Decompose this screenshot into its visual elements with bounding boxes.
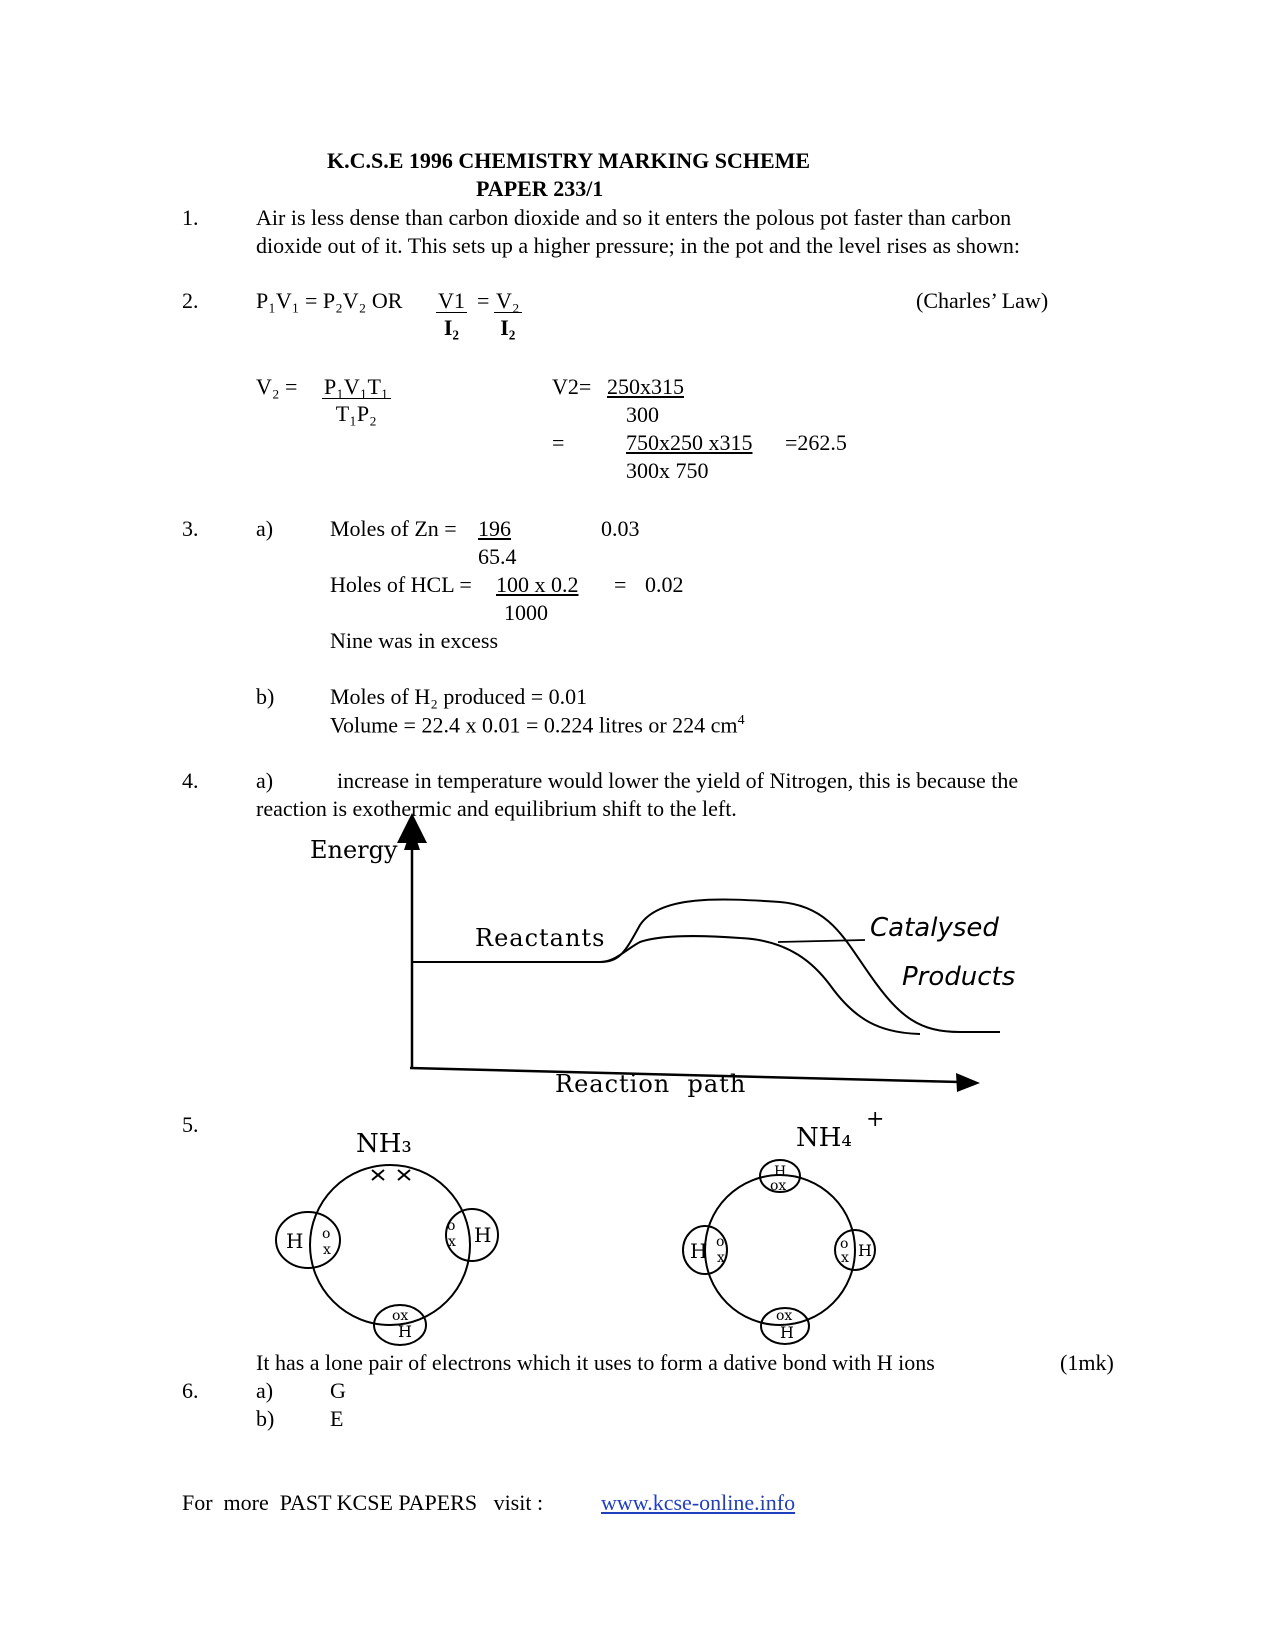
q1-line-2: dioxide out of it. This sets up a higher pressure; in the pot and the level rises as shown: xyxy=(256,233,1020,258)
nh3-electron-right: o xyxy=(447,1218,456,1234)
nh3-electron-right-x: x xyxy=(448,1234,456,1250)
nh3-h-right: H xyxy=(474,1223,492,1247)
nh4-h-bottom: H xyxy=(780,1323,794,1342)
q3-excess: Nine was in excess xyxy=(330,628,499,653)
reaction-path-label: Reaction path xyxy=(555,1070,747,1098)
q3-zn-label: Moles of Zn = xyxy=(330,516,457,541)
q4-line-1: increase in temperature would lower the yield of Nitrogen, this is because the xyxy=(337,768,1019,793)
nh4-electron-left-x: x xyxy=(717,1250,725,1266)
q2-calc2-num: 750x250 x315 xyxy=(626,430,753,455)
nh4-h-top: H xyxy=(774,1164,787,1180)
footer-link[interactable]: www.kcse-online.info xyxy=(601,1490,796,1515)
q2-fraction-1-den: I₂ xyxy=(443,315,460,340)
q2-fraction-2-num: V₂ xyxy=(496,288,520,313)
nh3-label: NH₃ xyxy=(356,1129,412,1159)
q3-number: 3. xyxy=(182,516,199,541)
q2-calc2-result: =262.5 xyxy=(785,430,847,455)
q3-zn-den: 65.4 xyxy=(478,544,517,569)
q3-volume-sup: 4 xyxy=(737,713,745,728)
nh3-h-bottom: H xyxy=(398,1322,412,1341)
q3-hcl-equals: = xyxy=(614,572,627,597)
q3-hcl-num: 100 x 0.2 xyxy=(496,572,579,597)
q4-a-label: a) xyxy=(256,768,274,793)
nh4-h-left: H xyxy=(690,1239,708,1263)
q5-marks: (1mk) xyxy=(1060,1350,1114,1375)
q2-fraction-2-den: I₂ xyxy=(500,315,516,340)
q4-number: 4. xyxy=(182,768,199,793)
q6-a-answer: G xyxy=(330,1378,346,1403)
nh3-electron-bottom: ox xyxy=(392,1308,409,1324)
q5-answer: It has a lone pair of electrons which it uses to form a dative bond with H ions xyxy=(256,1350,935,1375)
nh3-electron-left-x: x xyxy=(323,1242,331,1258)
catalysed-label: Catalysed xyxy=(870,913,999,943)
nh3-h-left: H xyxy=(286,1229,304,1253)
nh4-electron-bottom: ox xyxy=(776,1308,793,1324)
q2-v2-den: T₁P₂ xyxy=(335,401,377,426)
products-label: Products xyxy=(902,962,1016,992)
nh3-nitrogen-shell xyxy=(310,1165,470,1325)
q2-equation: P₁V₁ = P₂V₂ OR xyxy=(256,288,403,313)
nh4-electron-top: ox xyxy=(770,1178,787,1194)
q2-v2-num: P₁V₁T₁ xyxy=(324,374,389,399)
q3-hcl-label: Holes of HCL = xyxy=(330,572,472,597)
nh4-electron-right: o xyxy=(840,1236,849,1252)
nh4-h-right: H xyxy=(858,1241,872,1260)
nh3-electron-left: o xyxy=(322,1226,331,1242)
q1-line-1: Air is less dense than carbon dioxide and so it enters the polous pot faster than carbon xyxy=(256,205,1012,230)
q2-calc-num: 250x315 xyxy=(607,374,684,399)
q1-number: 1. xyxy=(182,205,199,230)
reactants-label: Reactants xyxy=(475,924,606,952)
q3-a-label: a) xyxy=(256,516,274,541)
q5-number: 5. xyxy=(182,1112,199,1137)
nh3-lone-pair-cross-2 xyxy=(398,1170,410,1180)
nh3-lone-pair-cross-1 xyxy=(372,1170,384,1180)
q3-h2-line: Moles of H₂ produced = 0.01 xyxy=(330,684,588,709)
footer-text: For more PAST KCSE PAPERS visit : xyxy=(182,1490,544,1515)
q2-calc-equals: = xyxy=(552,430,565,455)
q3-volume-text: Volume = 22.4 x 0.01 = 0.224 litres or 224 cm xyxy=(330,712,738,738)
q2-fraction-1-num: V1 xyxy=(438,288,465,313)
q6-number: 6. xyxy=(182,1378,199,1403)
nh4-charge: + xyxy=(866,1107,885,1132)
page-title: K.C.S.E 1996 CHEMISTRY MARKING SCHEME xyxy=(327,148,811,173)
q2-law: (Charles’ Law) xyxy=(916,288,1049,313)
q6-a-label: a) xyxy=(256,1378,274,1403)
q3-hcl-result: 0.02 xyxy=(645,572,684,597)
nh4-label: NH₄ xyxy=(796,1123,852,1153)
q2-calc-label: V2= xyxy=(552,374,592,399)
q6-b-answer: E xyxy=(330,1406,344,1431)
energy-axis-label: Energy xyxy=(310,836,398,864)
q6-b-label: b) xyxy=(256,1406,275,1431)
q2-v2-label: V₂ = xyxy=(256,374,298,399)
q3-zn-num: 196 xyxy=(478,516,511,541)
q4-line-2: reaction is exothermic and equilibrium shift to the left. xyxy=(256,796,737,821)
q2-calc2-den: 300x 750 xyxy=(626,458,709,483)
q3-zn-result: 0.03 xyxy=(601,516,640,541)
q3-b-label: b) xyxy=(256,684,275,709)
q2-equals: = xyxy=(477,288,490,313)
q2-number: 2. xyxy=(182,288,199,313)
nh4-electron-left: o xyxy=(716,1234,725,1250)
q3-hcl-den: 1000 xyxy=(504,600,548,625)
q2-calc-den: 300 xyxy=(626,402,659,427)
paper-number: PAPER 233/1 xyxy=(476,176,604,201)
nh4-electron-right-x: x xyxy=(841,1250,849,1266)
